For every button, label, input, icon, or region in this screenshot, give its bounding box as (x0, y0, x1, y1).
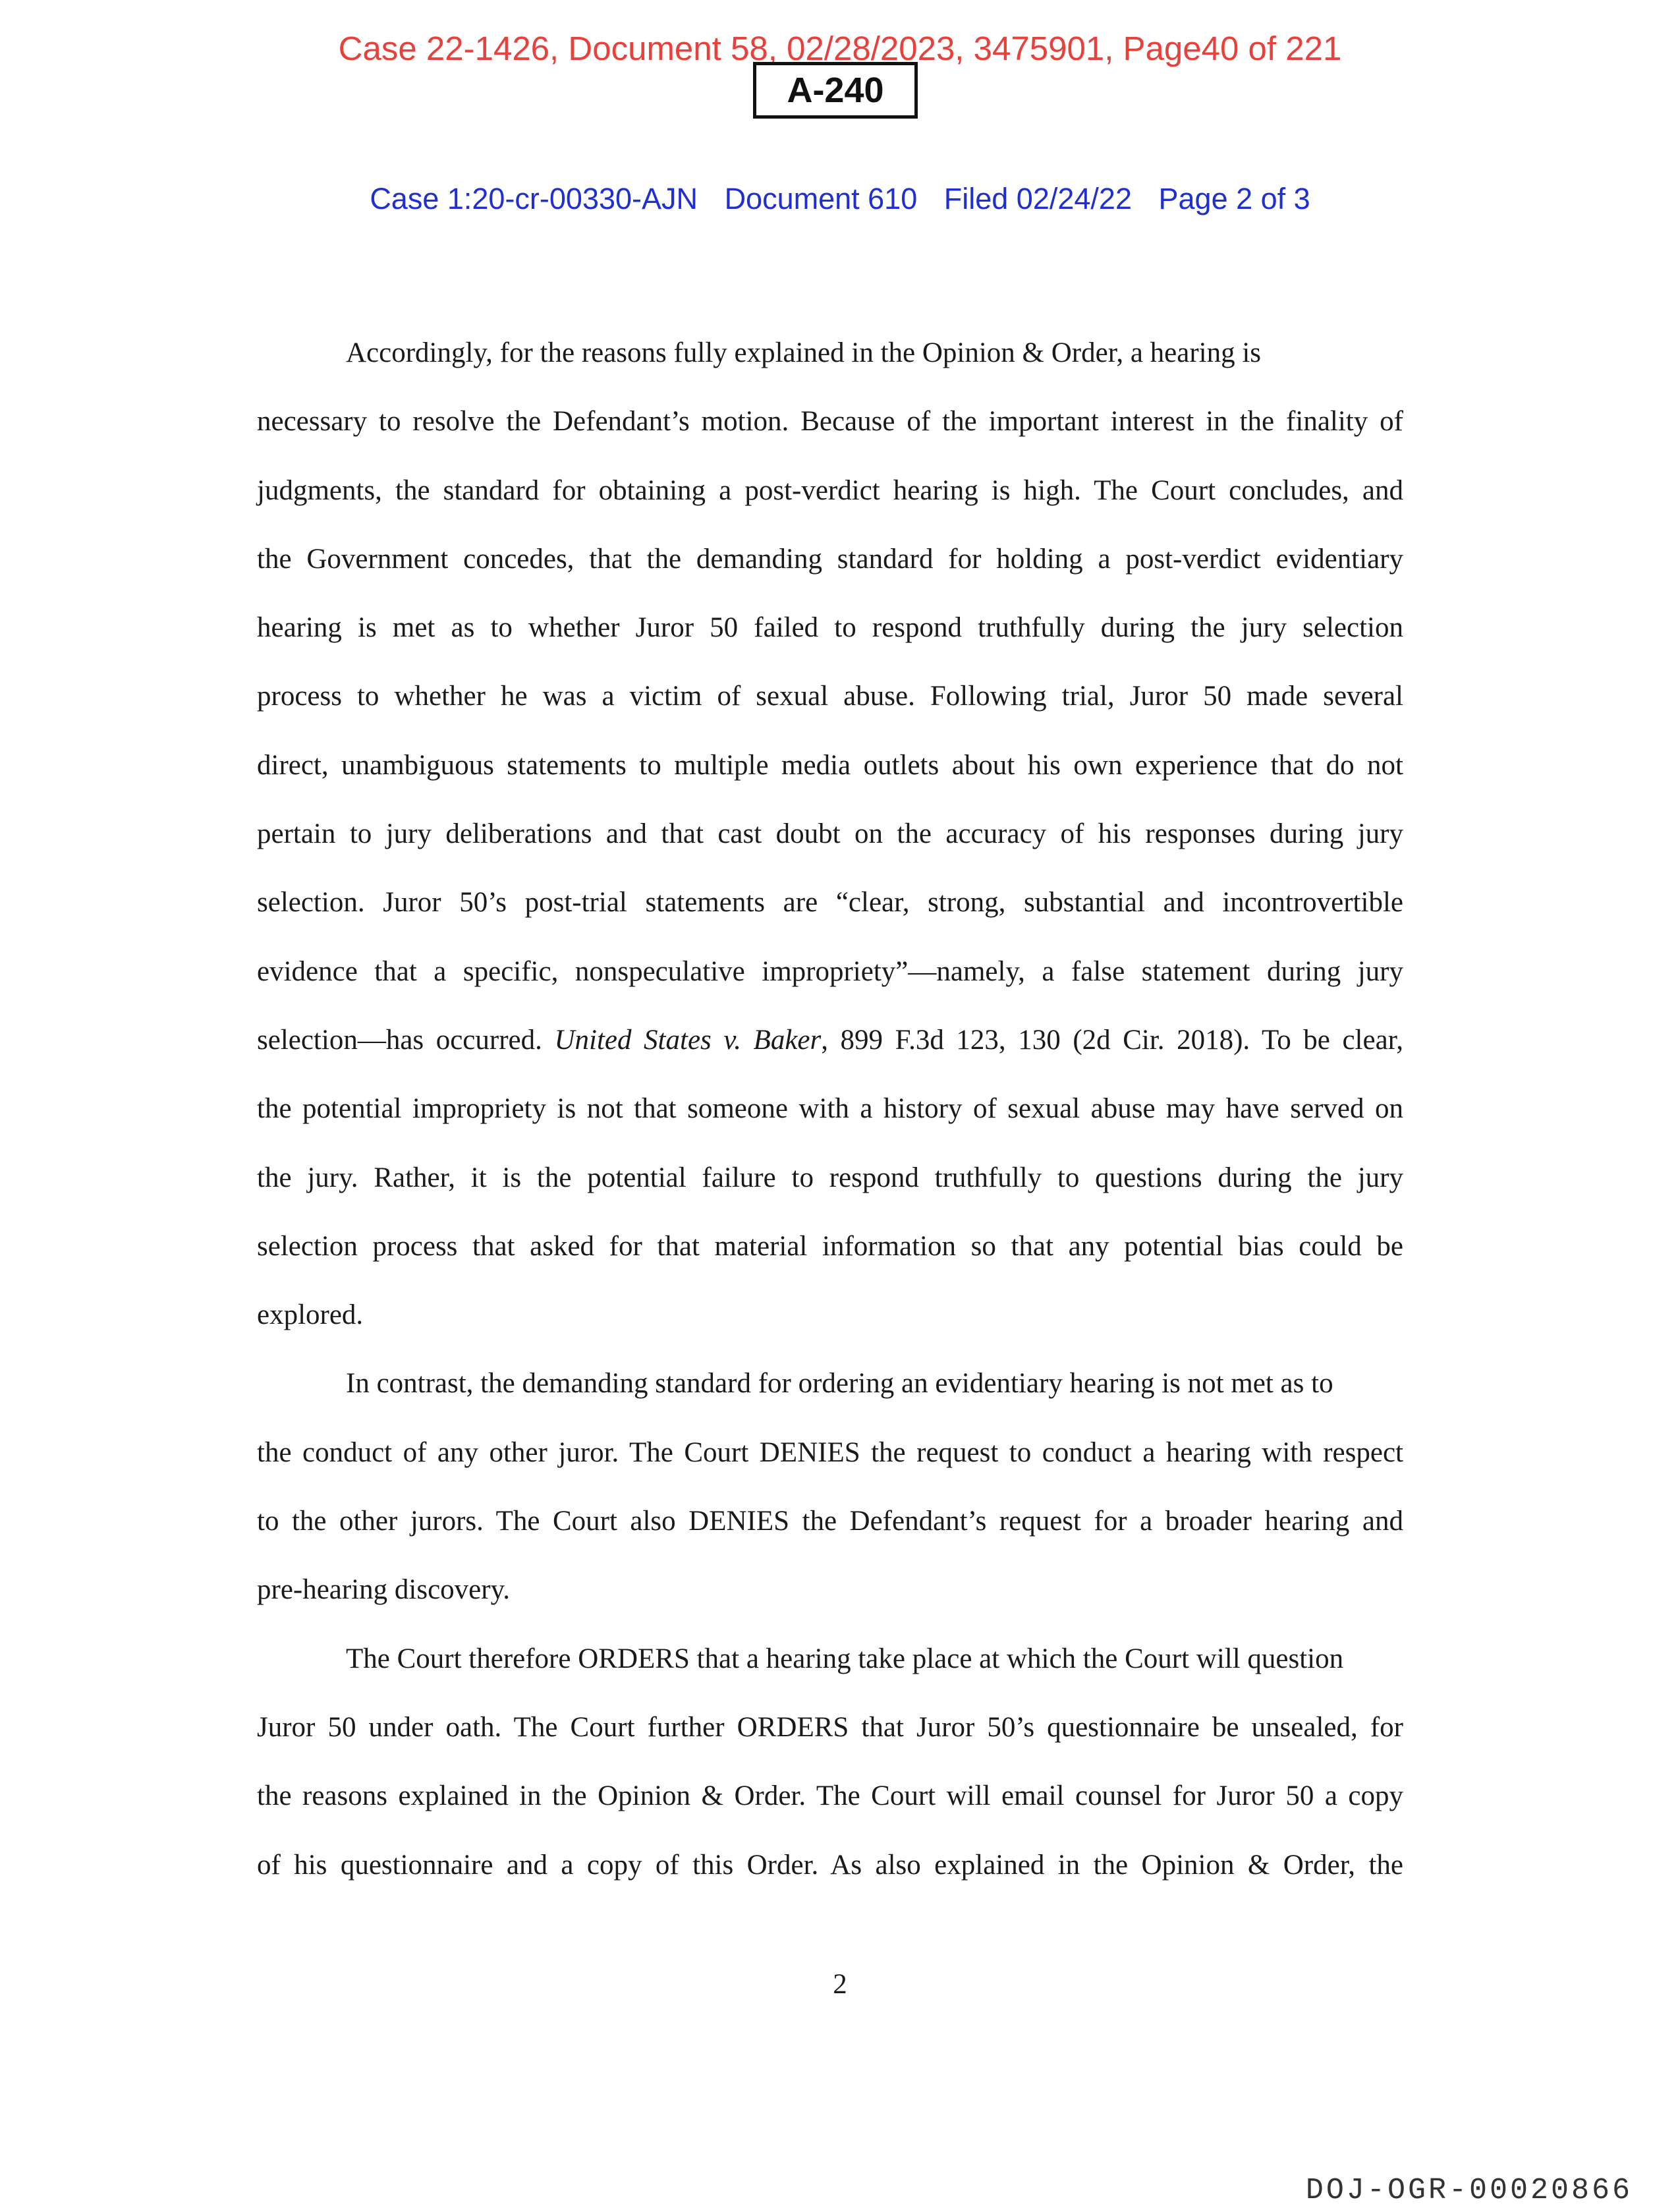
text-line: hearing is met as to whether Juror 50 failed to respond truthfully during the jury selection (257, 612, 1403, 644)
text-line: Accordingly, for the reasons fully explained in the Opinion & Order, a hearing is (346, 337, 1262, 368)
filed-date: Filed 02/24/22 (943, 182, 1132, 215)
text-line: of his questionnaire and a copy of this Order. As also explained in the Opinion & Order, the (257, 1849, 1403, 1881)
text-line: selection. Juror 50’s post-trial statements are “clear, strong, substantial and incontrovertible (257, 887, 1403, 919)
document-number: Document 610 (724, 182, 918, 215)
bates-number: DOJ-OGR-00020866 (1305, 2174, 1633, 2207)
text-line: The Court therefore ORDERS that a hearing take place at which the Court will question (346, 1643, 1344, 1674)
case-citation: United States v. Baker (554, 1024, 822, 1056)
text-line: In contrast, the demanding standard for ordering an evidentiary hearing is not met as to (346, 1368, 1333, 1400)
text-line (257, 1014, 1403, 1083)
district-court-header (0, 179, 1680, 219)
text-line: pre-hearing discovery. (257, 1574, 511, 1606)
text-line: evidence that a specific, nonspeculative impropriety”—namely, a false statement during jury (257, 955, 1403, 987)
text-line: the reasons explained in the Opinion & Order. The Court will email counsel for Juror 50 a copy (257, 1780, 1403, 1812)
text-line: the Government concedes, that the demanding standard for holding a post-verdict evidentiary (257, 543, 1403, 575)
page-number: 2 (833, 1969, 847, 2000)
appeal-case-stamp: Case 22-1426, Document 58, 02/28/2023, 3475901, Page40 of 221 (338, 30, 1342, 67)
text-line: direct, unambiguous statements to multiple media outlets about his own experience that do not (257, 749, 1403, 781)
case-number: Case 1:20-cr-00330-AJN (370, 182, 698, 215)
text-segment: , 899 F.3d 123, 130 (2d Cir. 2018). To be clear, (821, 1024, 1404, 1056)
page-indicator: Page 2 of 3 (1158, 182, 1310, 215)
text-line: pertain to jury deliberations and that cast doubt on the accuracy of his responses during jury (257, 818, 1403, 850)
appendix-page-label: A-240 (753, 62, 918, 119)
text-line: explored. (257, 1299, 364, 1331)
text-line: to the other jurors. The Court also DENIES the Defendant’s request for a broader hearing and (257, 1506, 1403, 1537)
text-line: necessary to resolve the Defendant’s motion. Because of the important interest in the finality of (257, 406, 1403, 438)
text-line: Juror 50 under oath. The Court further ORDERS that Juror 50’s questionnaire be unsealed, for (257, 1711, 1403, 1743)
text-segment: selection—has occurred. (257, 1024, 555, 1056)
text-line: process to whether he was a victim of sexual abuse. Following trial, Juror 50 made several (257, 681, 1403, 712)
text-line: the jury. Rather, it is the potential failure to respond truthfully to questions during the jury (257, 1162, 1403, 1193)
text-line: the potential impropriety is not that someone with a history of sexual abuse may have served on (257, 1093, 1403, 1125)
order-body (257, 327, 1403, 1908)
text-line: the conduct of any other juror. The Court DENIES the request to conduct a hearing with respect (257, 1436, 1403, 1468)
text-line: selection process that asked for that material information so that any potential bias could be (257, 1230, 1403, 1262)
text-line: judgments, the standard for obtaining a post-verdict hearing is high. The Court concludes, and (257, 474, 1403, 506)
